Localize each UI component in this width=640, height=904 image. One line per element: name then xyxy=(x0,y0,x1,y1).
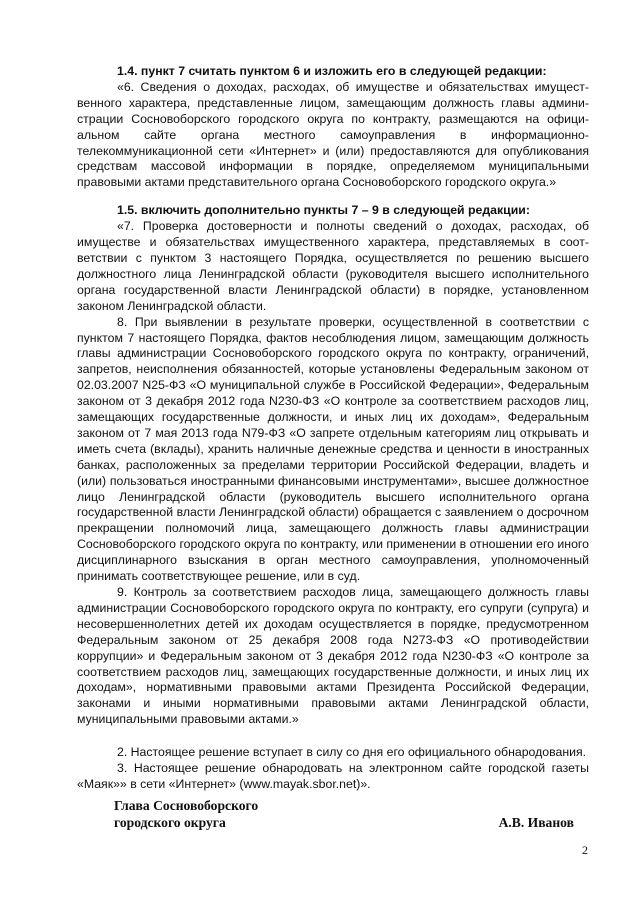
spacer xyxy=(77,191,589,203)
paragraph-item-7: «7. Проверка достоверности и полноты сведений о доходах, расходах, об имуществе и обязательствах имущественного характера, представляемых в соответствии с пунктом 3 настоящего Порядка, осуществляется по решению высшего должностного лица Ленинградской области (руководителя высшего исполнительного органа государственной власти Ленинградской области) в порядке, установленном законом Ленинградской области. xyxy=(77,219,589,313)
paragraph-clause-2: 2. Настоящее решение вступает в силу со дня его официального обнародования. xyxy=(117,745,587,760)
section-heading-1-4: 1.4. пункт 7 считать пунктом 6 и изложить его в следующей редакции: xyxy=(117,64,547,78)
paragraph-item-8: 8. При выявлении в результате проверки, осуществленной в соответствии с пунктом 7 настоящего Порядка, фактов несоблюдения лицом, замещающим должность главы администрации Сосновоборского городского округа по контракту, ограничений, запретов, неисполнения обязанностей, которые установлены Федеральным законом от 02.03.2007 N25-ФЗ «О муниципальной службе в Российской Федерации», Федеральным законом от 3 декабря 2012 года N230-ФЗ «О контроле за соответствием расходов лиц, замещающих государственные должности, и иных лиц их доходам», Федеральным законом от 7 мая 2013 года N79-ФЗ «О запрете отдельным категориям лиц открывать и иметь счета (вклады), хранить наличные денежные средства и ценности в иностранных банках, расположенных за пределами территории Российской Федерации, владеть и (или) пользоваться иностранными финансовыми инструментами», высшее должностное лицо Ленинградской области (руководитель высшего исполнительного органа государственной власти Ленинградской области) обращается с заявлением о досрочном прекращении полномочий лица, замещающего должность главы администрации Сосновоборского городского округа по контракту, или применении в отношении его иного дисциплинарного взыскания в орган местного самоуправления, уполномоченный принимать соответствующее решение, или в суд. xyxy=(77,314,589,584)
paragraph-item-6: «6. Сведения о доходах, расходах, об имуществе и обязательствах имущественного характера, представленные лицом, замещающим должность главы администрации Сосновоборского городского округа по контракту, размещаются на официальном сайте органа местного самоуправления в информационно-телекоммуникационной сети «Интернет» и (или) предоставляются для опубликования средствам массовой информации в порядке, определяемом муниципальными правовыми актами представительного органа Сосновоборского городского округа.» xyxy=(77,79,589,190)
signature-title-line-2: городского округа xyxy=(114,815,226,830)
page-number: 2 xyxy=(582,843,588,857)
section-heading-1-5: 1.5. включить дополнительно пункты 7 – 9 в следующей редакции: xyxy=(117,203,530,218)
document-body xyxy=(77,64,589,793)
signatory-name: А.В. Иванов xyxy=(498,815,574,830)
paragraph-item-9: 9. Контроль за соответствием расходов лица, замещающего должность главы администрации Сосновоборского городского округа по контракту, его супруги (супруга) и несовершеннолетних детей их доходам осуществляется в порядке, предусмотренном Федеральным законом от 25 декабря 2008 года N273-ФЗ «О противодействии коррупции» и Федеральным законом от 3 декабря 2012 года N230-ФЗ «О контроле за соответствием расходов лиц, замещающих государственные должности, и иных лиц их доходам», нормативными правовыми актами Президента Российской Федерации, законами и иными нормативными правовыми актами Ленинградской области, муниципальными правовыми актами.» xyxy=(77,585,589,727)
paragraph-clause-3: 3. Настоящее решение обнародовать на электронном сайте городской газеты «Маяк»» в сети «Интернет» (www.mayak.sbor.net)». xyxy=(77,761,589,791)
signature-block xyxy=(114,797,574,831)
spacer xyxy=(77,728,589,745)
signature-title-line-1: Глава Сосновоборского xyxy=(114,798,259,813)
